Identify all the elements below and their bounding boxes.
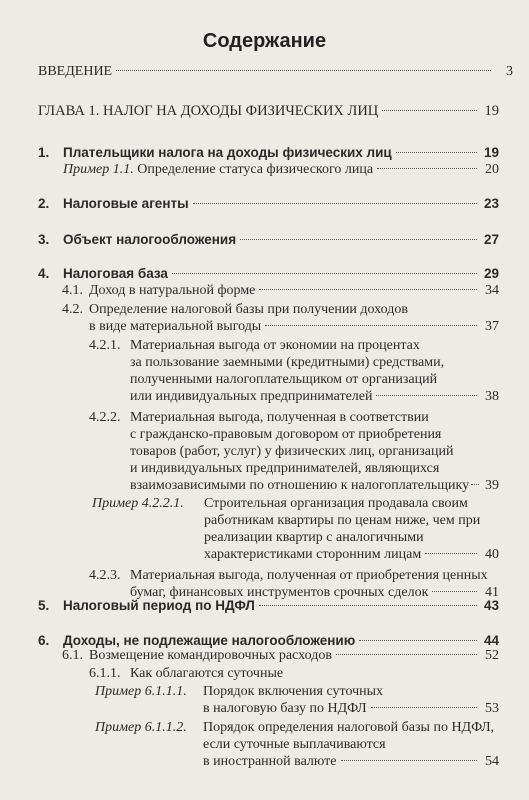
toc-entry-number: 4.2.2. [89, 410, 121, 425]
toc-entry-text: реализации квартир с аналогичными [204, 530, 424, 545]
toc-entry-text: бумаг, финансовых инструментов срочных сделок [130, 585, 429, 600]
leader-dots [240, 239, 477, 240]
example-label: Пример 4.2.2.1. [92, 496, 184, 511]
leader-dots [259, 289, 477, 290]
toc-entry-page: 38 [485, 389, 499, 404]
leader-dots [341, 760, 478, 761]
leader-dots [193, 203, 477, 204]
toc-entry-text: Определение налоговой базы при получении доходов [89, 302, 408, 317]
leader-dots [425, 553, 477, 554]
toc-entry-text: Материальная выгода, полученная в соответствии [130, 410, 429, 425]
toc-example-1-1 [63, 160, 499, 179]
toc-entry-number: 6.1.1. [89, 666, 121, 681]
toc-entry-text: Материальная выгода от экономии на процентах [130, 338, 420, 353]
toc-entry-page: 27 [483, 232, 499, 247]
leader-dots [396, 152, 477, 153]
toc-entry-number: 2. [38, 196, 50, 211]
leader-dots [471, 484, 479, 485]
leader-dots [432, 591, 477, 592]
toc-entry-page: 41 [485, 585, 499, 600]
toc-entry-page: 29 [483, 266, 499, 281]
leader-dots [376, 395, 477, 396]
toc-entry-6-1 [62, 646, 499, 665]
toc-entry-text: если суточные выплачиваются [203, 737, 386, 752]
leader-dots [359, 640, 477, 641]
toc-entry-text: работникам квартиры по ценам ниже, чем при [204, 513, 481, 528]
toc-entry-5 [38, 596, 499, 615]
leader-dots [259, 605, 477, 606]
toc-entry-text: Налоговые агенты [63, 196, 189, 211]
toc-entry-number: 6.1. [62, 648, 83, 663]
toc-entry-number: 4. [38, 266, 50, 281]
toc-entry-text: Объект налогообложения [63, 232, 237, 247]
toc-entry-number: 3. [38, 232, 50, 247]
toc-entry-text: Налоговый период по НДФЛ [63, 598, 255, 613]
toc-entry-text: товаров (работ, услуг) у физических лиц, организаций [130, 444, 454, 459]
toc-entry-text: Доходы, не подлежащие налогообложению [63, 633, 356, 648]
leader-dots [172, 273, 477, 274]
toc-entry-page: 39 [485, 478, 499, 493]
toc-entry-4-2-2-last [130, 476, 499, 495]
toc-entry-text: полученными налогоплательщиком от организаций [130, 372, 438, 387]
toc-entry-number: 5. [38, 598, 50, 613]
toc-entry-text: или индивидуальных предпринимателей [130, 389, 373, 404]
toc-entry-text: Возмещение командировочных расходов [89, 648, 332, 663]
toc-entry-text: Как облагаются суточные [130, 666, 284, 681]
toc-entry-page: 19 [483, 145, 499, 160]
toc-example-6-1-1-1-last [203, 699, 499, 718]
toc-entry-text: в виде материальной выгоды [89, 319, 262, 334]
leader-dots [382, 110, 477, 111]
toc-entry-intro [38, 62, 513, 81]
toc-chapter-1 [38, 102, 499, 121]
toc-entry-text: за пользование заемными (кредитными) средствами, [130, 355, 445, 370]
toc-entry-4-2-cont [89, 317, 499, 336]
toc-entry-page: 20 [485, 162, 499, 177]
toc-entry-page: 44 [483, 633, 499, 648]
leader-dots [371, 707, 477, 708]
example-label: Пример 1.1. [63, 162, 134, 177]
toc-entry-page: 23 [483, 196, 499, 211]
toc-entry-page: 34 [485, 283, 499, 298]
leader-dots [336, 654, 477, 655]
toc-entry-text: ГЛАВА 1. НАЛОГ НА ДОХОДЫ ФИЗИЧЕСКИХ ЛИЦ [38, 103, 379, 119]
toc-entry-page: 37 [485, 319, 499, 334]
toc-entry-text: характеристиками сторонним лицам [204, 547, 422, 562]
leader-dots [265, 325, 477, 326]
toc-entry-text: Порядок определения налоговой базы по НДФЛ, [203, 720, 495, 735]
toc-entry-number: 4.2.1. [89, 338, 121, 353]
page-title: Содержание [202, 30, 327, 52]
toc-entry-text: Доход в натуральной форме [89, 283, 256, 298]
toc-entry-page: 19 [484, 103, 499, 119]
toc-example-4-2-2-1-last [204, 545, 499, 564]
toc-entry-text: Строительная организация продавала своим [204, 496, 468, 511]
leader-dots [377, 168, 477, 169]
toc-entry-text: с гражданско-правовым договором от приобретения [130, 427, 442, 442]
toc-entry-number: 6. [38, 633, 50, 648]
toc-entry-page: 40 [485, 547, 499, 562]
toc-entry-text: в налоговую базу по НДФЛ [203, 701, 367, 716]
toc-entry-number: 1. [38, 145, 50, 160]
toc-entry-text: ВВЕДЕНИЕ [38, 64, 113, 79]
toc-entry-number: 4.1. [62, 283, 83, 298]
toc-entry-page: 43 [483, 598, 499, 613]
toc-entry-text: Плательщики налога на доходы физических лиц [63, 145, 392, 160]
toc-example-6-1-1-2-last [203, 752, 499, 771]
toc-entry-6-1-1 [89, 664, 283, 683]
toc-entry-3 [38, 230, 499, 249]
toc-entry-page: 52 [485, 648, 499, 663]
toc-entry-number: 4.2.3. [89, 568, 121, 583]
toc-entry-text: Порядок включения суточных [203, 684, 384, 699]
toc-entry-text: в иностранной валюте [203, 754, 337, 769]
toc-entry-text: и индивидуальных предпринимателей, являющихся [130, 461, 440, 476]
example-label: Пример 6.1.1.2. [95, 720, 187, 735]
toc-entry-page: 54 [485, 754, 499, 769]
toc-entry-text: Определение статуса физического лица [133, 162, 374, 177]
toc-entry-4-2-1-last [130, 387, 499, 406]
toc-entry-2 [38, 194, 499, 213]
toc-entry-page: 53 [485, 701, 499, 716]
example-label: Пример 6.1.1.1. [95, 684, 187, 699]
toc-entry-number: 4.2. [62, 302, 83, 317]
toc-entry-page: 3 [506, 64, 513, 79]
leader-dots [116, 70, 491, 71]
toc-entry-4-1 [62, 281, 499, 300]
toc-entry-text: взаимозависимыми по отношению к налогоплательщику [130, 478, 470, 493]
toc-entry-text: Налоговая база [63, 266, 168, 281]
toc-entry-text: Материальная выгода, полученная от приобретения ценных [130, 568, 488, 583]
